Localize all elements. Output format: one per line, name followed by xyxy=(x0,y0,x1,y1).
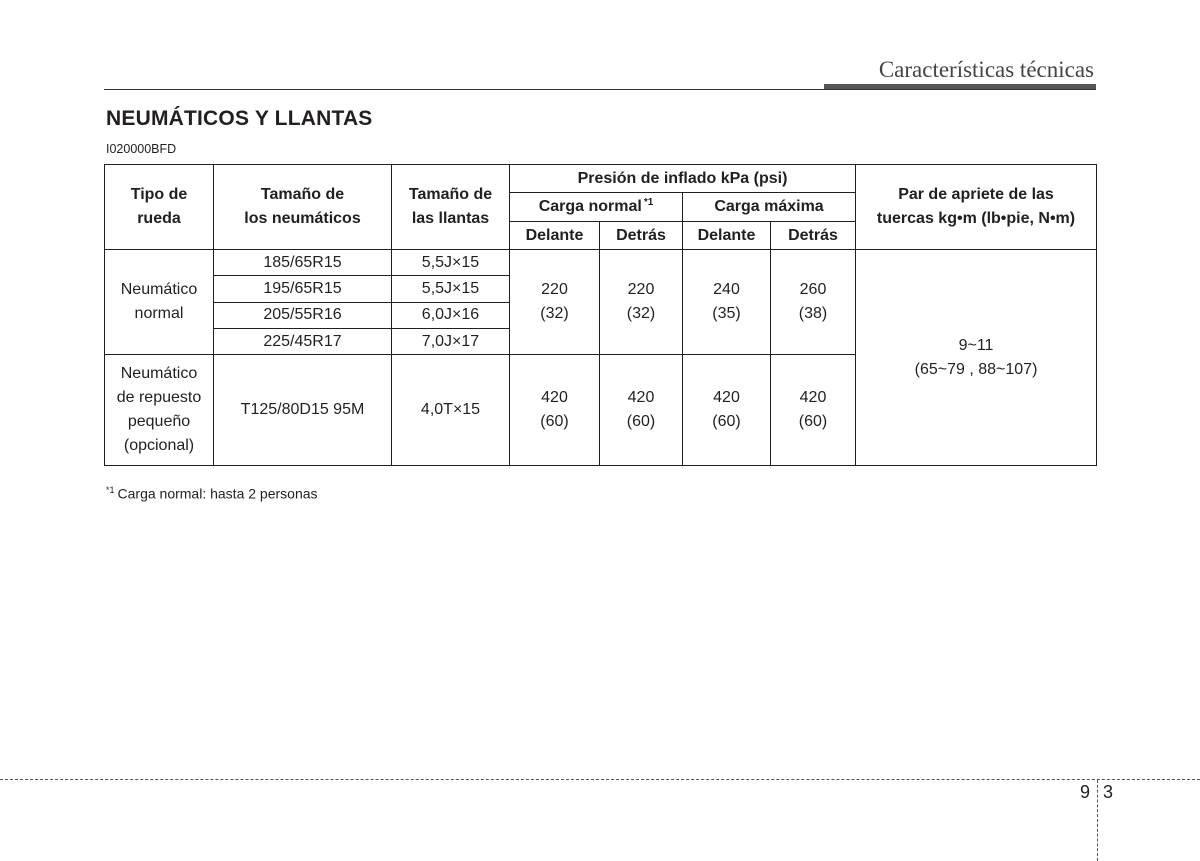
header-tamano-neumaticos: Tamaño de los neumáticos xyxy=(214,165,392,250)
footer-dashed-rule xyxy=(0,779,1200,780)
row-label-normal: Neumático normal xyxy=(105,250,214,355)
footnote xyxy=(106,485,318,502)
rim-size: 6,0J×16 xyxy=(392,302,510,328)
page-chapter-number: 9 xyxy=(1080,782,1091,802)
page-number: 3 xyxy=(1103,782,1114,802)
pressure-max-rear: 420 (60) xyxy=(771,355,856,466)
header-tamano-llantas: Tamaño de las llantas xyxy=(392,165,510,250)
header-delante: Delante xyxy=(510,222,600,250)
header-carga-normal: Carga normal $^{*1}$ xyxy=(510,193,683,222)
pressure-normal-front: 420 (60) xyxy=(510,355,600,466)
chapter-title: Características técnicas xyxy=(878,57,1094,82)
header-bar xyxy=(824,84,1096,89)
section-title: NEUMÁTICOS Y LLANTAS xyxy=(106,107,373,130)
pressure-normal-rear: 420 (60) xyxy=(600,355,683,466)
tire-specs-table xyxy=(104,164,1097,466)
footnote-text: Carga normal: hasta 2 personas xyxy=(117,485,318,502)
tire-size: 225/45R17 xyxy=(214,329,392,355)
pressure-normal-rear: 220 (32) xyxy=(600,250,683,355)
footer-dashed-divider xyxy=(1097,780,1098,861)
tire-size: 185/65R15 xyxy=(214,250,392,276)
header-presion-inflado: Presión de inflado kPa (psi) xyxy=(510,165,856,193)
tire-size: T125/80D15 95M xyxy=(214,355,392,466)
pressure-normal-front: 220 (32) xyxy=(510,250,600,355)
tire-size: 205/55R16 xyxy=(214,302,392,328)
rim-size: 5,5J×15 xyxy=(392,276,510,302)
header-detras: Detrás xyxy=(771,222,856,250)
header-tipo-rueda: Tipo de rueda xyxy=(105,165,214,250)
footnote-marker: *1 xyxy=(643,196,654,208)
pressure-max-front: 420 (60) xyxy=(683,355,771,466)
tire-size: 195/65R15 xyxy=(214,276,392,302)
footnote-mark: *1 xyxy=(106,485,115,495)
document-code: I020000BFD xyxy=(106,142,177,156)
pressure-max-rear: 260 (38) xyxy=(771,250,856,355)
header-par-apriete: Par de apriete de las tuercas kg•m (lb•pie, N•m) xyxy=(856,165,1097,250)
header-delante: Delante xyxy=(683,222,771,250)
header-rule xyxy=(104,89,1096,90)
header-carga-maxima: Carga máxima xyxy=(683,193,856,222)
pressure-max-front: 240 (35) xyxy=(683,250,771,355)
rim-size: 7,0J×17 xyxy=(392,329,510,355)
rim-size: 5,5J×15 xyxy=(392,250,510,276)
header-detras: Detrás xyxy=(600,222,683,250)
torque-value: 9~11 (65~79 , 88~107) xyxy=(856,250,1097,466)
table-row xyxy=(105,250,1097,276)
row-label-spare: Neumático de repuesto pequeño (opcional) xyxy=(105,355,214,466)
rim-size: 4,0T×15 xyxy=(392,355,510,466)
